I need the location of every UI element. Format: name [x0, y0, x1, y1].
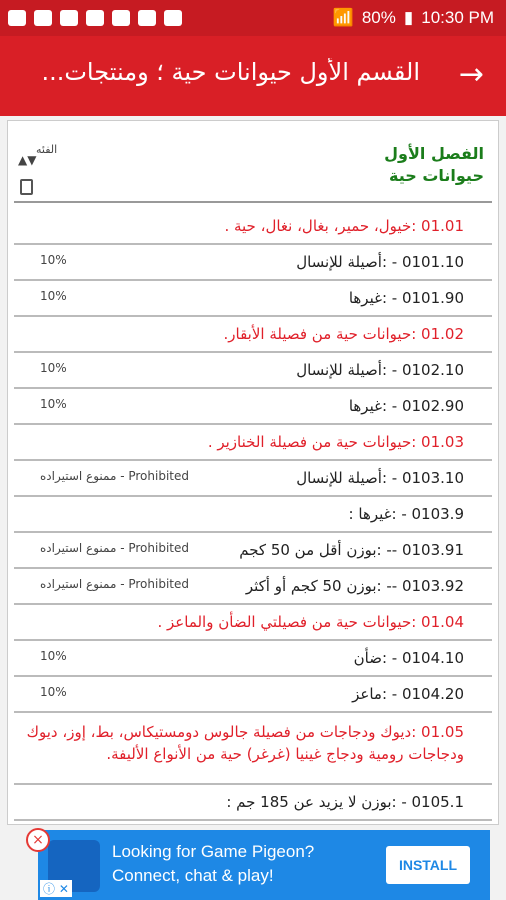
row-duty-rate: 10% — [40, 361, 67, 375]
tariff-row[interactable] — [14, 677, 492, 713]
tariff-row[interactable] — [14, 569, 492, 605]
tariff-row[interactable] — [14, 245, 492, 281]
chapter-title-line2: حيوانات حية — [388, 166, 484, 185]
briefcase-icon — [164, 10, 182, 26]
battery-level: 80% — [361, 8, 396, 27]
chapter-title — [384, 143, 484, 187]
install-button[interactable]: INSTALL — [386, 846, 470, 884]
close-icon[interactable]: × — [26, 828, 50, 852]
row-description: 0105.1 - :بوزن لا يزيد عن 185 جم : — [226, 793, 464, 811]
document-icon[interactable] — [20, 179, 33, 195]
row-description: 0101.10 - :أصيلة للإنسال — [296, 253, 464, 271]
heading-row[interactable] — [14, 605, 492, 641]
row-description: 01.04 :حيوانات حية من فصيلتي الضأن والماعز . — [157, 613, 464, 631]
chapter-header — [14, 121, 492, 203]
row-description: 0104.10 - :ضأن — [353, 649, 464, 667]
heading-row[interactable] — [14, 425, 492, 461]
row-description: 0102.10 - :أصيلة للإنسال — [296, 361, 464, 379]
row-description: 0102.90 - :غيرها — [348, 397, 464, 415]
row-duty-rate: 10% — [40, 685, 67, 699]
ad-line2: Connect, chat & play! — [112, 866, 274, 885]
row-description: 0103.91 -- :بوزن أقل من 50 كجم — [239, 541, 464, 559]
row-description: 0103.92 -- :بوزن 50 كجم أو أكثر — [245, 577, 464, 595]
back-arrow-icon[interactable]: → — [458, 57, 484, 92]
tariff-row[interactable] — [14, 785, 492, 821]
row-description: 01.02 :حيوانات حية من فصيلة الأبقار. — [223, 325, 464, 343]
row-description: 0104.20 - :ماعز — [352, 685, 464, 703]
wifi-icon: 📶 — [332, 8, 354, 27]
ad-banner[interactable] — [38, 830, 490, 900]
content-card — [7, 120, 499, 825]
sort-icon[interactable]: ▲▼ — [18, 153, 37, 167]
chapter-title-line1: الفصل الأول — [384, 144, 484, 163]
row-duty-rate: 10% — [40, 397, 67, 411]
clock: 10:30 PM — [421, 8, 494, 27]
category-label: الفئه — [36, 143, 58, 156]
row-description: 01.05 :ديوك ودجاجات من فصيلة جالوس دومستيكاس، بط، إوز، ديوك ودجاجات رومية ودجاج غينيا (غرغر) حية من الأنواع الأليفة. — [26, 723, 464, 763]
notification-icons — [0, 10, 182, 26]
ad-line1: Looking for Game Pigeon? — [112, 842, 315, 861]
tariff-row[interactable] — [14, 497, 492, 533]
heading-row[interactable] — [14, 209, 492, 245]
ad-text — [112, 840, 314, 888]
row-duty-rate: ممنوع استيراده - Prohibited — [40, 541, 189, 555]
tariff-row[interactable] — [14, 533, 492, 569]
page-title: القسم الأول حيوانات حية ؛ ومنتجات... — [41, 58, 420, 86]
row-description: 0103.10 - :أصيلة للإنسال — [296, 469, 464, 487]
row-duty-rate: 10% — [40, 253, 67, 267]
ad-info-icon[interactable]: ⓘ ✕ — [40, 880, 72, 897]
tariff-row[interactable] — [14, 461, 492, 497]
briefcase-icon — [112, 10, 130, 26]
row-duty-rate: ممنوع استيراده - Prohibited — [40, 577, 189, 591]
tariff-row[interactable] — [14, 353, 492, 389]
briefcase-icon — [138, 10, 156, 26]
row-description: 01.01 :خيول، حمير، بغال، نغال، حية . — [224, 217, 464, 235]
voicemail-icon — [86, 10, 104, 26]
row-duty-rate: 10% — [40, 649, 67, 663]
app-icon — [60, 10, 78, 26]
gmail-icon — [8, 10, 26, 26]
row-description: 0101.90 - :غيرها — [348, 289, 464, 307]
tariff-row[interactable] — [14, 281, 492, 317]
tariff-row[interactable] — [14, 641, 492, 677]
image-icon — [34, 10, 52, 26]
heading-row[interactable] — [14, 713, 492, 785]
status-bar — [0, 0, 506, 36]
row-description: 01.03 :حيوانات حية من فصيلة الخنازير . — [207, 433, 464, 451]
row-duty-rate: 10% — [40, 289, 67, 303]
battery-icon: ▮ — [403, 8, 414, 27]
row-duty-rate: ممنوع استيراده - Prohibited — [40, 469, 189, 483]
app-bar — [0, 36, 506, 116]
tariff-row[interactable] — [14, 389, 492, 425]
heading-row[interactable] — [14, 317, 492, 353]
row-description: 0103.9 - :غيرها : — [348, 505, 464, 523]
